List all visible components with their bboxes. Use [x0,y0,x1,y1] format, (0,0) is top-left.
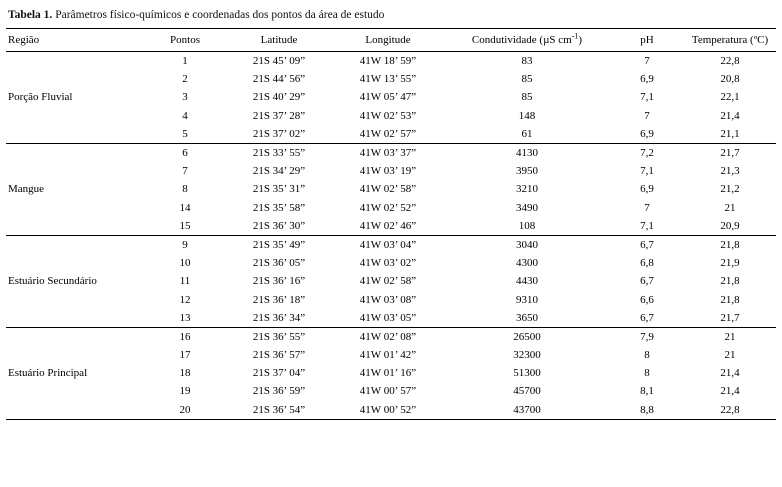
cell-temperatura: 21,4 [720,367,740,380]
cell-latitude: 21S 36’ 16” [252,275,306,288]
cell-ponto: 15 [144,217,226,236]
cell-condutividade: 3040 [516,238,538,251]
cell-latitude: 21S 45’ 09” [252,55,306,68]
table-row [6,364,776,382]
cell-latitude: 21S 36’ 30” [226,217,332,236]
table-row [6,217,776,236]
table-row [6,290,776,308]
column-header-temperatura: Temperatura (ºC) [684,29,776,52]
column-header-pontos: Pontos [144,29,226,52]
column-header-ph: pH [610,29,684,52]
cell-temperatura: 21,7 [684,309,776,328]
cell-regiao: Porção Fluvial [8,91,73,104]
cell-longitude: 41W 02’ 46” [332,217,444,236]
cell-ponto: 18 [179,367,191,380]
column-header-longitude: Longitude [332,29,444,52]
cell-ponto: 8 [182,183,188,196]
cell-latitude: 21S 35’ 58” [252,201,306,214]
cell-regiao [6,143,144,162]
cell-regiao [6,162,144,180]
cell-ponto: 1 [182,55,188,68]
cell-ponto: 16 [179,330,191,343]
cell-ponto: 2 [182,73,188,86]
cell-ponto: 6 [182,147,188,160]
cell-condutividade: 3950 [516,165,538,178]
cell-condutividade: 108 [444,217,610,236]
cell-ponto: 4 [182,109,188,122]
cell-condutividade: 4430 [516,275,538,288]
cell-latitude: 21S 37’ 04” [252,367,306,380]
cell-ph: 7,1 [640,165,654,178]
cell-ph: 7,9 [640,330,654,343]
cell-ph: 8,1 [640,385,654,398]
cell-latitude: 21S 36’ 55” [252,330,306,343]
cell-condutividade: 3210 [516,183,538,196]
cell-ponto: 7 [182,165,188,178]
cell-condutividade: 148 [518,109,536,122]
cell-ph: 7,1 [610,217,684,236]
cell-latitude: 21S 33’ 55” [252,147,306,160]
table-row [6,254,776,272]
cell-condutividade: 3490 [516,201,538,214]
cell-longitude: 41W 03’ 37” [359,147,417,160]
cell-regiao [6,217,144,236]
caption-label: Tabela 1. [8,9,53,21]
cell-latitude: 21S 36’ 54” [226,401,332,420]
cell-latitude: 21S 36’ 05” [252,257,306,270]
cell-temperatura: 21,1 [684,125,776,144]
cell-condutividade: 51300 [513,367,541,380]
table-row [6,70,776,88]
table-row [6,346,776,364]
cell-ph: 6,7 [610,309,684,328]
cell-ph: 6,6 [640,293,654,306]
cell-temperatura: 21,8 [720,275,740,288]
cell-ph: 7,2 [640,147,654,160]
table-caption [8,8,776,22]
cell-regiao [6,401,144,420]
cell-temperatura: 20,8 [720,73,740,86]
parameters-table [6,28,776,420]
table-row [6,327,776,346]
cell-ponto: 20 [144,401,226,420]
cell-latitude: 21S 36’ 34” [226,309,332,328]
cell-ponto: 13 [144,309,226,328]
cell-ponto: 3 [182,91,188,104]
cell-regiao [6,309,144,328]
column-header-latitude: Latitude [226,29,332,52]
cell-latitude: 21S 40’ 29” [252,91,306,104]
cell-condutividade: 85 [521,91,533,104]
cell-latitude: 21S 34’ 29” [252,165,306,178]
table-row [6,52,776,71]
cell-temperatura: 22,8 [720,55,740,68]
table-row [6,272,776,290]
cell-ph: 7 [644,109,650,122]
table-row [6,309,776,328]
cell-longitude: 41W 02’ 58” [359,275,417,288]
cell-longitude: 41W 03’ 04” [359,238,417,251]
cell-ph: 6,7 [640,275,654,288]
table-row [6,382,776,400]
cell-ph: 7,1 [640,91,654,104]
cell-longitude: 41W 01’ 16” [359,367,417,380]
cell-ph: 8 [644,367,650,380]
cell-regiao: Estuário Principal [8,367,88,380]
cell-latitude: 21S 36’ 59” [252,385,306,398]
cell-regiao [6,235,144,254]
cell-temperatura: 20,9 [684,217,776,236]
cell-condutividade: 3650 [444,309,610,328]
cell-condutividade: 61 [444,125,610,144]
cell-temperatura: 21,4 [720,109,740,122]
cell-regiao [6,52,144,71]
cell-ponto: 17 [179,349,191,362]
cell-temperatura: 21,9 [720,257,740,270]
table-row [6,107,776,125]
table-header-row [6,29,776,52]
cell-ph: 6,7 [640,238,654,251]
table-row [6,235,776,254]
cell-ph: 8,8 [610,401,684,420]
cell-latitude: 21S 35’ 31” [252,183,306,196]
cell-ponto: 10 [179,257,191,270]
cell-ponto: 19 [179,385,191,398]
cell-condutividade: 85 [521,73,533,86]
cell-temperatura: 21,7 [720,147,740,160]
table-row [6,180,776,198]
cell-regiao [6,107,144,125]
cell-longitude: 41W 00’ 57” [359,385,417,398]
cell-temperatura: 21,3 [720,165,740,178]
cell-condutividade: 32300 [513,349,541,362]
cell-regiao [6,327,144,346]
cell-latitude: 21S 44’ 56” [252,73,306,86]
cell-longitude: 41W 02’ 58” [359,183,417,196]
cell-longitude: 41W 03’ 19” [359,165,417,178]
cell-ph: 7 [644,201,650,214]
cell-temperatura: 21 [724,330,736,343]
cell-longitude: 41W 03’ 05” [332,309,444,328]
table-body [6,52,776,420]
table-row [6,125,776,144]
cell-regiao [6,199,144,217]
cell-ponto: 12 [179,293,191,306]
cell-regiao: Mangue [8,183,45,196]
cell-condutividade: 83 [521,55,533,68]
table-row [6,88,776,106]
column-header-condutividade: Condutividade (µS $cm^{-1}$) [444,29,610,52]
cell-longitude: 41W 02’ 53” [359,109,417,122]
cell-temperatura: 22,1 [720,91,740,104]
cell-longitude: 41W 02’ 57” [332,125,444,144]
cell-ponto: 11 [179,275,191,288]
cell-longitude: 41W 02’ 52” [359,201,417,214]
cell-latitude: 21S 35’ 49” [252,238,306,251]
cell-longitude: 41W 03’ 08” [359,293,417,306]
cell-latitude: 21S 37’ 28” [252,109,306,122]
cell-ph: 6,9 [640,183,654,196]
cell-ph: 6,9 [610,125,684,144]
cell-condutividade: 45700 [513,385,541,398]
cell-longitude: 41W 18’ 59” [359,55,417,68]
cell-temperatura: 21,2 [720,183,740,196]
cell-temperatura: 21,8 [720,238,740,251]
cell-latitude: 21S 36’ 18” [252,293,306,306]
column-header-regiao: Região [6,29,144,52]
cell-regiao [6,290,144,308]
cell-longitude: 41W 13’ 55” [359,73,417,86]
cell-temperatura: 21,4 [720,385,740,398]
cell-temperatura: 21 [724,201,736,214]
cell-ph: 7 [644,55,650,68]
cell-regiao [6,254,144,272]
cell-latitude: 21S 36’ 57” [252,349,306,362]
cell-latitude: 21S 37’ 02” [226,125,332,144]
cell-regiao [6,346,144,364]
caption-text: Parâmetros físico-químicos e coordenadas dos pontos da área de estudo [55,9,385,21]
cell-longitude: 41W 03’ 02” [359,257,417,270]
cell-condutividade: 4300 [516,257,538,270]
table-header [6,29,776,52]
cell-longitude: 41W 02’ 08” [359,330,417,343]
cell-regiao [6,125,144,144]
cell-longitude: 41W 05’ 47” [359,91,417,104]
table-row [6,143,776,162]
cell-temperatura: 21 [724,349,736,362]
cell-ponto: 5 [144,125,226,144]
cell-regiao [6,70,144,88]
cell-longitude: 41W 01’ 42” [359,349,417,362]
cell-condutividade: 43700 [444,401,610,420]
cell-ponto: 9 [182,238,188,251]
cell-regiao [6,382,144,400]
cell-condutividade: 4130 [516,147,538,160]
cell-longitude: 41W 00’ 52” [332,401,444,420]
table-row [6,199,776,217]
cell-temperatura: 21,8 [720,293,740,306]
cell-ph: 6,9 [640,73,654,86]
cell-ph: 6,8 [640,257,654,270]
table-row [6,401,776,420]
cell-regiao: Estuário Secundário [8,275,97,288]
table-row [6,162,776,180]
cell-condutividade: 26500 [513,330,541,343]
cell-temperatura: 22,8 [684,401,776,420]
cell-condutividade: 9310 [516,293,538,306]
cell-ph: 8 [644,349,650,362]
cell-ponto: 14 [179,201,191,214]
